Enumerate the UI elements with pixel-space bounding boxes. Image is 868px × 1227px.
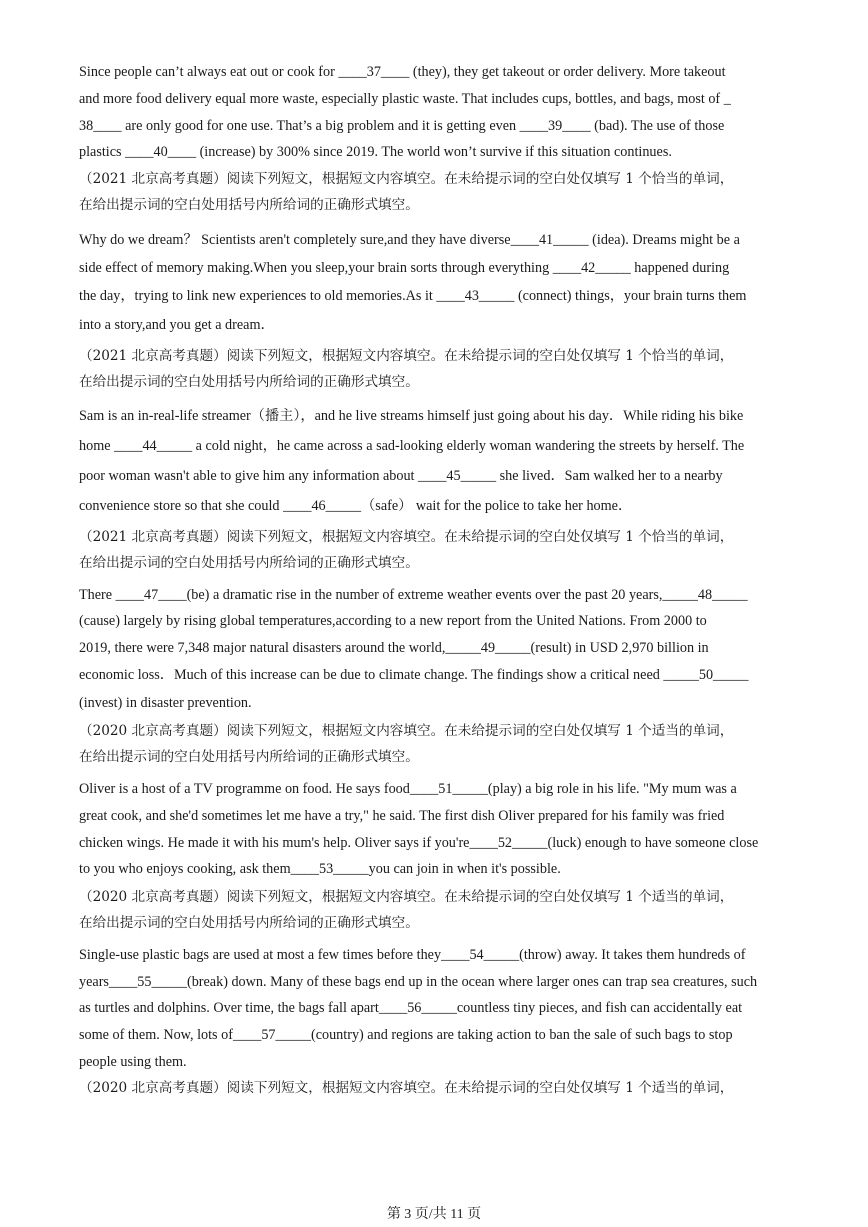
passage-line: (cause) largely by rising global temperatures,according to a new report from the United Nations. From 2000 to: [79, 613, 707, 629]
instruction-line: 在给出提示词的空白处用括号内所给词的正确形式填空。: [79, 749, 419, 765]
instruction-line: 在给出提示词的空白处用括号内所给词的正确形式填空。: [79, 374, 419, 390]
passage-line: Since people can’t always eat out or cook for ____37____ (they), they get takeout or order delivery. More takeout: [79, 64, 726, 80]
passage-line: great cook, and she'd sometimes let me have a try," he said. The first dish Oliver prepared for his family was fried: [79, 808, 725, 824]
passage-line: side effect of memory making.When you sleep,your brain sorts through everything ____42_____ happened during: [79, 260, 730, 276]
passage-line: 2019, there were 7,348 major natural disasters around the world,_____49_____(result) in USD 2,970 billion in: [79, 640, 709, 656]
passage-line: Oliver is a host of a TV programme on food. He says food____51_____(play) a big role in his life. "My mum was a: [79, 781, 737, 797]
passage-line: as turtles and dolphins. Over time, the bags fall apart____56_____countless tiny pieces, and fish can accidentally eat: [79, 1000, 743, 1016]
page-number: 第 3 页/共 11 页: [386, 1207, 482, 1222]
passage-line: to you who enjoys cooking, ask them____53_____you can join in when it's possible.: [79, 861, 561, 877]
passage-line: into a story,and you get a dream．: [79, 317, 275, 333]
instruction-line: （2021 北京高考真题）阅读下列短文，根据短文内容填空。在未给提示词的空白处仅填写 1 个恰当的单词，: [79, 529, 734, 545]
instruction-line: 在给出提示词的空白处用括号内所给词的正确形式填空。: [79, 197, 419, 213]
passage-line: Sam is an in-real-life streamer（播主），and he live streams himself just going about his day．While riding his bike: [79, 408, 744, 424]
instruction-line: （2021 北京高考真题）阅读下列短文，根据短文内容填空。在未给提示词的空白处仅填写 1 个恰当的单词，: [79, 171, 734, 187]
passage-line: years____55_____(break) down. Many of these bags end up in the ocean where larger ones can trap sea creatures, such: [79, 974, 758, 990]
passage-line: people using them.: [79, 1054, 187, 1070]
instruction-line: （2020 北京高考真题）阅读下列短文，根据短文内容填空。在未给提示词的空白处仅填写 1 个适当的单词，: [79, 889, 734, 905]
passage-line: the day，trying to link new experiences to old memories.As it ____43_____ (connect) things，your brain turns them: [79, 288, 747, 304]
passage-line: and more food delivery equal more waste, especially plastic waste. That includes cups, bottles, and bags, most of _: [79, 91, 731, 107]
passage-line: poor woman wasn't able to give him any information about ____45_____ she lived．Sam walked her to a nearby: [79, 468, 723, 484]
passage-line: economic loss．Much of this increase can be due to climate change. The findings show a critical need _____50_____: [79, 667, 749, 683]
instruction-line: 在给出提示词的空白处用括号内所给词的正确形式填空。: [79, 915, 419, 931]
passage-line: Why do we dream？ Scientists aren't completely sure,and they have diverse____41_____ (idea). Dreams might be a: [79, 232, 740, 248]
passage-line: There ____47____(be) a dramatic rise in the number of extreme weather events over the past 20 years,_____48_____: [79, 587, 748, 603]
passage-line: chicken wings. He made it with his mum's help. Oliver says if you're____52_____(luck) enough to have someone close: [79, 835, 759, 851]
passage-line: 38____ are only good for one use. That’s a big problem and it is getting even ____39____ (bad). The use of those: [79, 118, 725, 134]
passage-line: convenience store so that she could ____46_____（safe） wait for the police to take her home．: [79, 498, 633, 514]
passage-line: some of them. Now, lots of____57_____(country) and regions are taking action to ban the sale of such bags to stop: [79, 1027, 733, 1043]
instruction-line: 在给出提示词的空白处用括号内所给词的正确形式填空。: [79, 555, 419, 571]
instruction-line: （2020 北京高考真题）阅读下列短文，根据短文内容填空。在未给提示词的空白处仅填写 1 个适当的单词，: [79, 723, 734, 739]
passage-line: plastics ____40____ (increase) by 300% since 2019. The world won’t survive if this situation continues.: [79, 144, 672, 160]
passage-line: (invest) in disaster prevention.: [79, 695, 252, 711]
instruction-line: （2020 北京高考真题）阅读下列短文，根据短文内容填空。在未给提示词的空白处仅填写 1 个适当的单词，: [79, 1080, 734, 1096]
passage-line: home ____44_____ a cold night，he came across a sad-looking elderly woman wandering the streets by herself. The: [79, 438, 745, 454]
instruction-line: （2021 北京高考真题）阅读下列短文，根据短文内容填空。在未给提示词的空白处仅填写 1 个恰当的单词，: [79, 348, 734, 364]
passage-line: Single-use plastic bags are used at most a few times before they____54_____(throw) away. It takes them hundreds of: [79, 947, 746, 963]
